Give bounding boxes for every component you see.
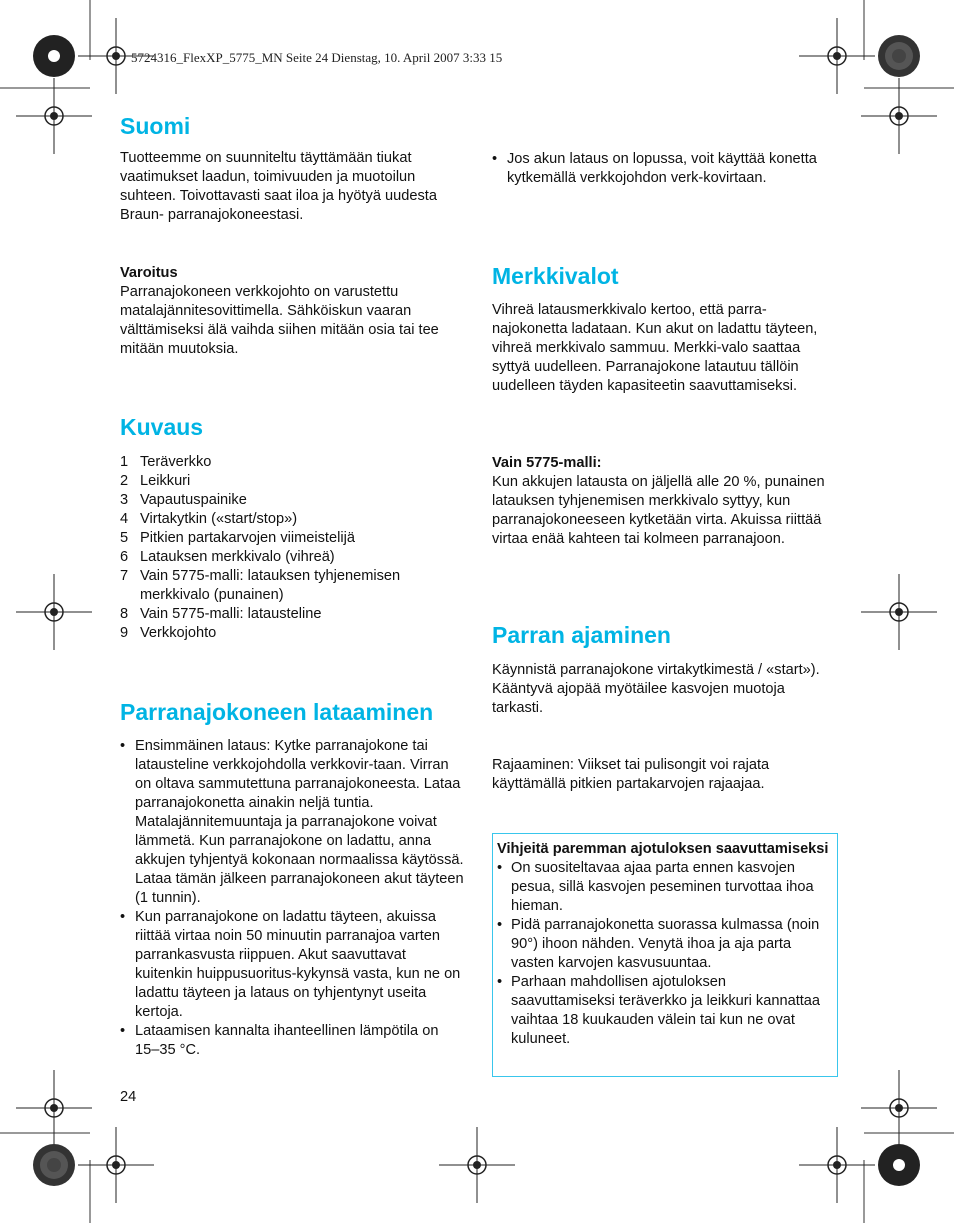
list-item-text: Pitkien partakarvojen viimeistelijä	[140, 530, 355, 546]
list-item: • On suositeltavaa ajaa parta ennen kasvojen pesua, sillä kasvojen peseminen turvottaa ihoa hieman.	[497, 859, 833, 916]
list-item-text: Virtakytkin («start/stop»)	[140, 511, 298, 527]
list-item-text: Verkkojohto	[140, 625, 217, 641]
list-item	[120, 529, 465, 548]
list-item-text: Vain 5775-malli: latausteline	[140, 606, 322, 622]
list-item-number: 2	[120, 473, 129, 489]
list-item-text: Leikkuri	[140, 473, 191, 489]
list-item	[120, 605, 465, 624]
registration-mark-icon	[78, 1127, 154, 1203]
model-note-label: Vain 5775-malli:	[492, 455, 602, 471]
registration-mark-icon	[861, 78, 937, 154]
list-item-number: 1	[120, 454, 129, 470]
list-item	[120, 567, 465, 605]
charging-list-continued	[492, 150, 837, 188]
list-item	[120, 472, 465, 491]
list-item	[120, 510, 465, 529]
registration-mark-icon	[16, 78, 92, 154]
page-number: 24	[120, 1089, 137, 1105]
color-wheel-icon	[33, 1144, 75, 1186]
section-title-lataaminen: Parranajokoneen lataaminen	[120, 699, 434, 725]
list-item	[120, 491, 465, 510]
list-item-text: Vapautuspainike	[140, 492, 247, 508]
list-item: • Jos akun lataus on lopussa, voit käyttää konetta kytkemällä verkkojohdon verk-kovirtaan.	[492, 150, 837, 188]
section-title-parran-ajaminen: Parran ajaminen	[492, 622, 671, 648]
color-wheel-icon	[33, 35, 75, 77]
warning-text: Parranajokoneen verkkojohto on varustettu matalajännitesovittimella. Sähköiskun vaaran välttämiseksi älä vaihda siihen mitään osia tai tee mitään muutoksia.	[120, 284, 439, 357]
list-item: • Parhaan mahdollisen ajotuloksen saavuttamiseksi teräverkko ja leikkuri kannattaa vaihtaa 18 kuukauden välein tai kun ne ovat kuluneet.	[497, 973, 833, 1049]
list-item: • Ensimmäinen lataus: Kytke parranajokone tai latausteline verkkojohdolla verkkovir-taan. Virran on oltava sammutettuna parranajokoneesta. Lataa parranajokonetta ainakin neljä tuntia. Matalajännitemuuntaja ja parranajokone voivat lämmetä. Kun parranajokone on ladattu, anna akkujen tyhjentyä kokonaan normaalissa käytössä. Lataa tämän jälkeen parranajokoneen akut täyteen (1 tunnin).	[120, 737, 465, 908]
shaving-block	[492, 661, 837, 718]
list-item-number: 3	[120, 492, 129, 508]
parts-list	[120, 453, 465, 643]
model-note-block	[492, 454, 837, 549]
list-item: • Lataamisen kannalta ihanteellinen lämpötila on 15–35 °C.	[120, 1022, 465, 1060]
list-item: • Kun parranajokone on ladattu täyteen, akuissa riittää virtaa noin 50 minuutin parranajoa varten parrankasvusta riippuen. Akut saavuttavat kuitenkin huippusuoritus-kykynsä vasta, kun ne on ladattu täyteen ja lataus on tyhjentynyt useita kertoja.	[120, 908, 465, 1022]
list-item-number: 4	[120, 511, 129, 527]
model-note-text: Kun akkujen latausta on jäljellä alle 20 %, punainen latauksen tyhjenemisen merkkivalo syttyy, kun parranajokoneeseen kytketään virta. Akuissa riittää virtaa enää kahteen tai kolmeen parranajoon.	[492, 474, 825, 547]
section-title-kuvaus: Kuvaus	[120, 414, 204, 440]
list-item	[120, 548, 465, 567]
warning-label: Varoitus	[120, 265, 178, 281]
list-item	[120, 624, 465, 643]
list-item-text: Vain 5775-malli: latauksen tyhjenemisen merkkivalo (punainen)	[140, 568, 401, 603]
print-header-line: 5724316_FlexXP_5775_MN Seite 24 Dienstag, 10. April 2007 3:33 15	[131, 50, 503, 65]
shaving-paragraph-2: Kääntyvä ajopää myötäilee kasvojen muotoja tarkasti.	[492, 681, 785, 716]
list-item: • Pidä parranajokonetta suorassa kulmassa (noin 90°) ihoon nähden. Venytä ihoa ja aja parta vasten karvojen kasvusuuntaa.	[497, 916, 833, 973]
trimming-paragraph: Rajaaminen: Viikset tai pulisongit voi rajata käyttämällä pitkien partakarvojen rajaajaa.	[492, 757, 770, 792]
charging-list	[120, 737, 465, 1060]
color-wheel-icon	[878, 35, 920, 77]
list-item-number: 6	[120, 549, 129, 565]
list-item-number: 9	[120, 625, 129, 641]
list-item	[120, 453, 465, 472]
registration-mark-icon	[439, 1127, 515, 1203]
shaving-paragraph-1: Käynnistä parranajokone virtakytkimestä / «start»).	[492, 662, 820, 678]
intro-paragraph: Tuotteemme on suunniteltu täyttämään tiukat vaatimukset laadun, toimivuuden ja muotoilun suhteen. Toivottavasti saat iloa ja hyötyä uudesta Braun- parranajokoneestasi.	[120, 150, 437, 223]
tips-title: Vihjeitä paremman ajotuloksen saavuttamiseksi	[497, 841, 829, 857]
section-title-suomi: Suomi	[120, 113, 191, 139]
registration-mark-icon	[16, 1070, 92, 1146]
registration-mark-icon	[861, 1070, 937, 1146]
list-item-number: 7	[120, 568, 129, 584]
indicators-paragraph: Vihreä latausmerkkivalo kertoo, että parra-najokonetta ladataan. Kun akut on ladattu täyteen, vihreä merkkivalo sammuu. Merkki-valo saattaa syttyä uudelleen. Parranajokone latautuu tällöin uudelleen täyden kapasiteetin saavuttamiseksi.	[492, 302, 818, 394]
registration-mark-icon	[16, 574, 92, 650]
color-wheel-icon	[878, 1144, 920, 1186]
tips-list	[497, 859, 833, 1049]
warning-block	[120, 264, 465, 359]
tips-box	[492, 833, 838, 1077]
registration-mark-icon	[861, 574, 937, 650]
list-item-number: 8	[120, 606, 129, 622]
list-item-text: Teräverkko	[140, 454, 212, 470]
section-title-merkkivalot: Merkkivalot	[492, 263, 619, 289]
list-item-text: Latauksen merkkivalo (vihreä)	[140, 549, 335, 565]
list-item-number: 5	[120, 530, 129, 546]
